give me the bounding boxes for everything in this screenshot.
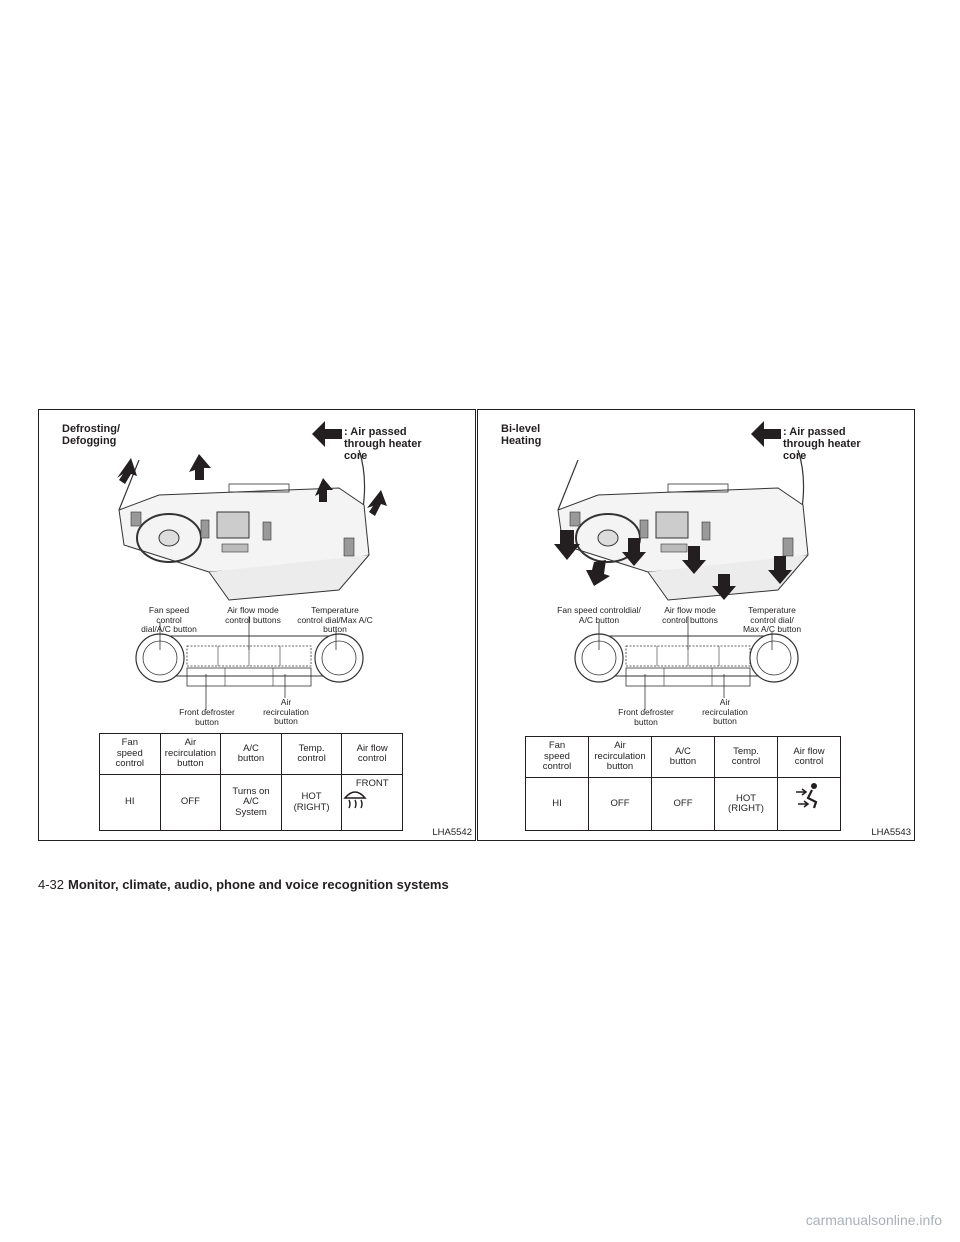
callout-fan-speed: Fan speed control dial/A/C button bbox=[141, 605, 197, 634]
header-temp-control: Temp. control bbox=[715, 737, 778, 778]
figure-code: LHA5542 bbox=[432, 827, 472, 838]
header-temp-control: Temp. control bbox=[281, 734, 342, 775]
settings-table bbox=[525, 736, 841, 831]
callout-air-recirculation: Air recirculation button bbox=[702, 697, 748, 726]
legend-text: : Air passed through heater core bbox=[783, 426, 861, 462]
value-ac-button: OFF bbox=[652, 778, 715, 831]
value-ac-button: Turns on A/C System bbox=[221, 775, 282, 831]
value-temp-control: HOT (RIGHT) bbox=[715, 778, 778, 831]
legend-arrow-icon bbox=[751, 421, 781, 447]
header-ac-button: A/C button bbox=[221, 734, 282, 775]
callout-air-flow-mode: Air flow mode control buttons bbox=[225, 605, 281, 625]
legend-text: : Air passed through heater core bbox=[344, 426, 422, 462]
value-fan-speed: HI bbox=[100, 775, 161, 831]
callout-temperature: Temperature control dial/Max A/C button bbox=[297, 605, 373, 634]
value-fan-speed: HI bbox=[526, 778, 589, 831]
header-ac-button: A/C button bbox=[652, 737, 715, 778]
value-air-recirculation: OFF bbox=[160, 775, 221, 831]
header-fan-speed: Fan speed control bbox=[100, 734, 161, 775]
figure-code: LHA5543 bbox=[871, 827, 911, 838]
page-number: 4-32 bbox=[38, 877, 65, 892]
header-air-flow: Air flow control bbox=[778, 737, 841, 778]
section-title: Monitor, climate, audio, phone and voice recognition systems bbox=[68, 877, 449, 892]
legend-arrow-icon bbox=[312, 421, 342, 447]
figure-defrosting bbox=[38, 409, 476, 841]
header-fan-speed: Fan speed control bbox=[526, 737, 589, 778]
value-air-flow bbox=[778, 778, 841, 831]
value-air-recirculation: OFF bbox=[589, 778, 652, 831]
value-temp-control: HOT (RIGHT) bbox=[281, 775, 342, 831]
header-air-recirculation: Air recirculation button bbox=[589, 737, 652, 778]
panel-title: Bi-level Heating bbox=[501, 423, 542, 447]
panel-title: Defrosting/ Defogging bbox=[62, 423, 121, 447]
header-air-recirculation: Air recirculation button bbox=[160, 734, 221, 775]
callout-air-recirculation: Air recirculation button bbox=[263, 697, 309, 726]
watermark[interactable]: carmanualsonline.info bbox=[805, 1212, 942, 1228]
page-footer bbox=[38, 877, 449, 893]
figure-bi-level-heating bbox=[477, 409, 915, 841]
value-air-flow: FRONT bbox=[342, 775, 403, 831]
callout-air-flow-mode: Air flow mode control buttons bbox=[662, 605, 718, 625]
callout-front-defroster: Front defroster button bbox=[179, 707, 235, 727]
callout-temperature: Temperature control dial/ Max A/C button bbox=[742, 605, 802, 634]
header-air-flow: Air flow control bbox=[342, 734, 403, 775]
callout-fan-speed: Fan speed controldial/ A/C button bbox=[557, 605, 641, 625]
callout-front-defroster: Front defroster button bbox=[618, 707, 674, 727]
settings-table bbox=[99, 733, 403, 831]
